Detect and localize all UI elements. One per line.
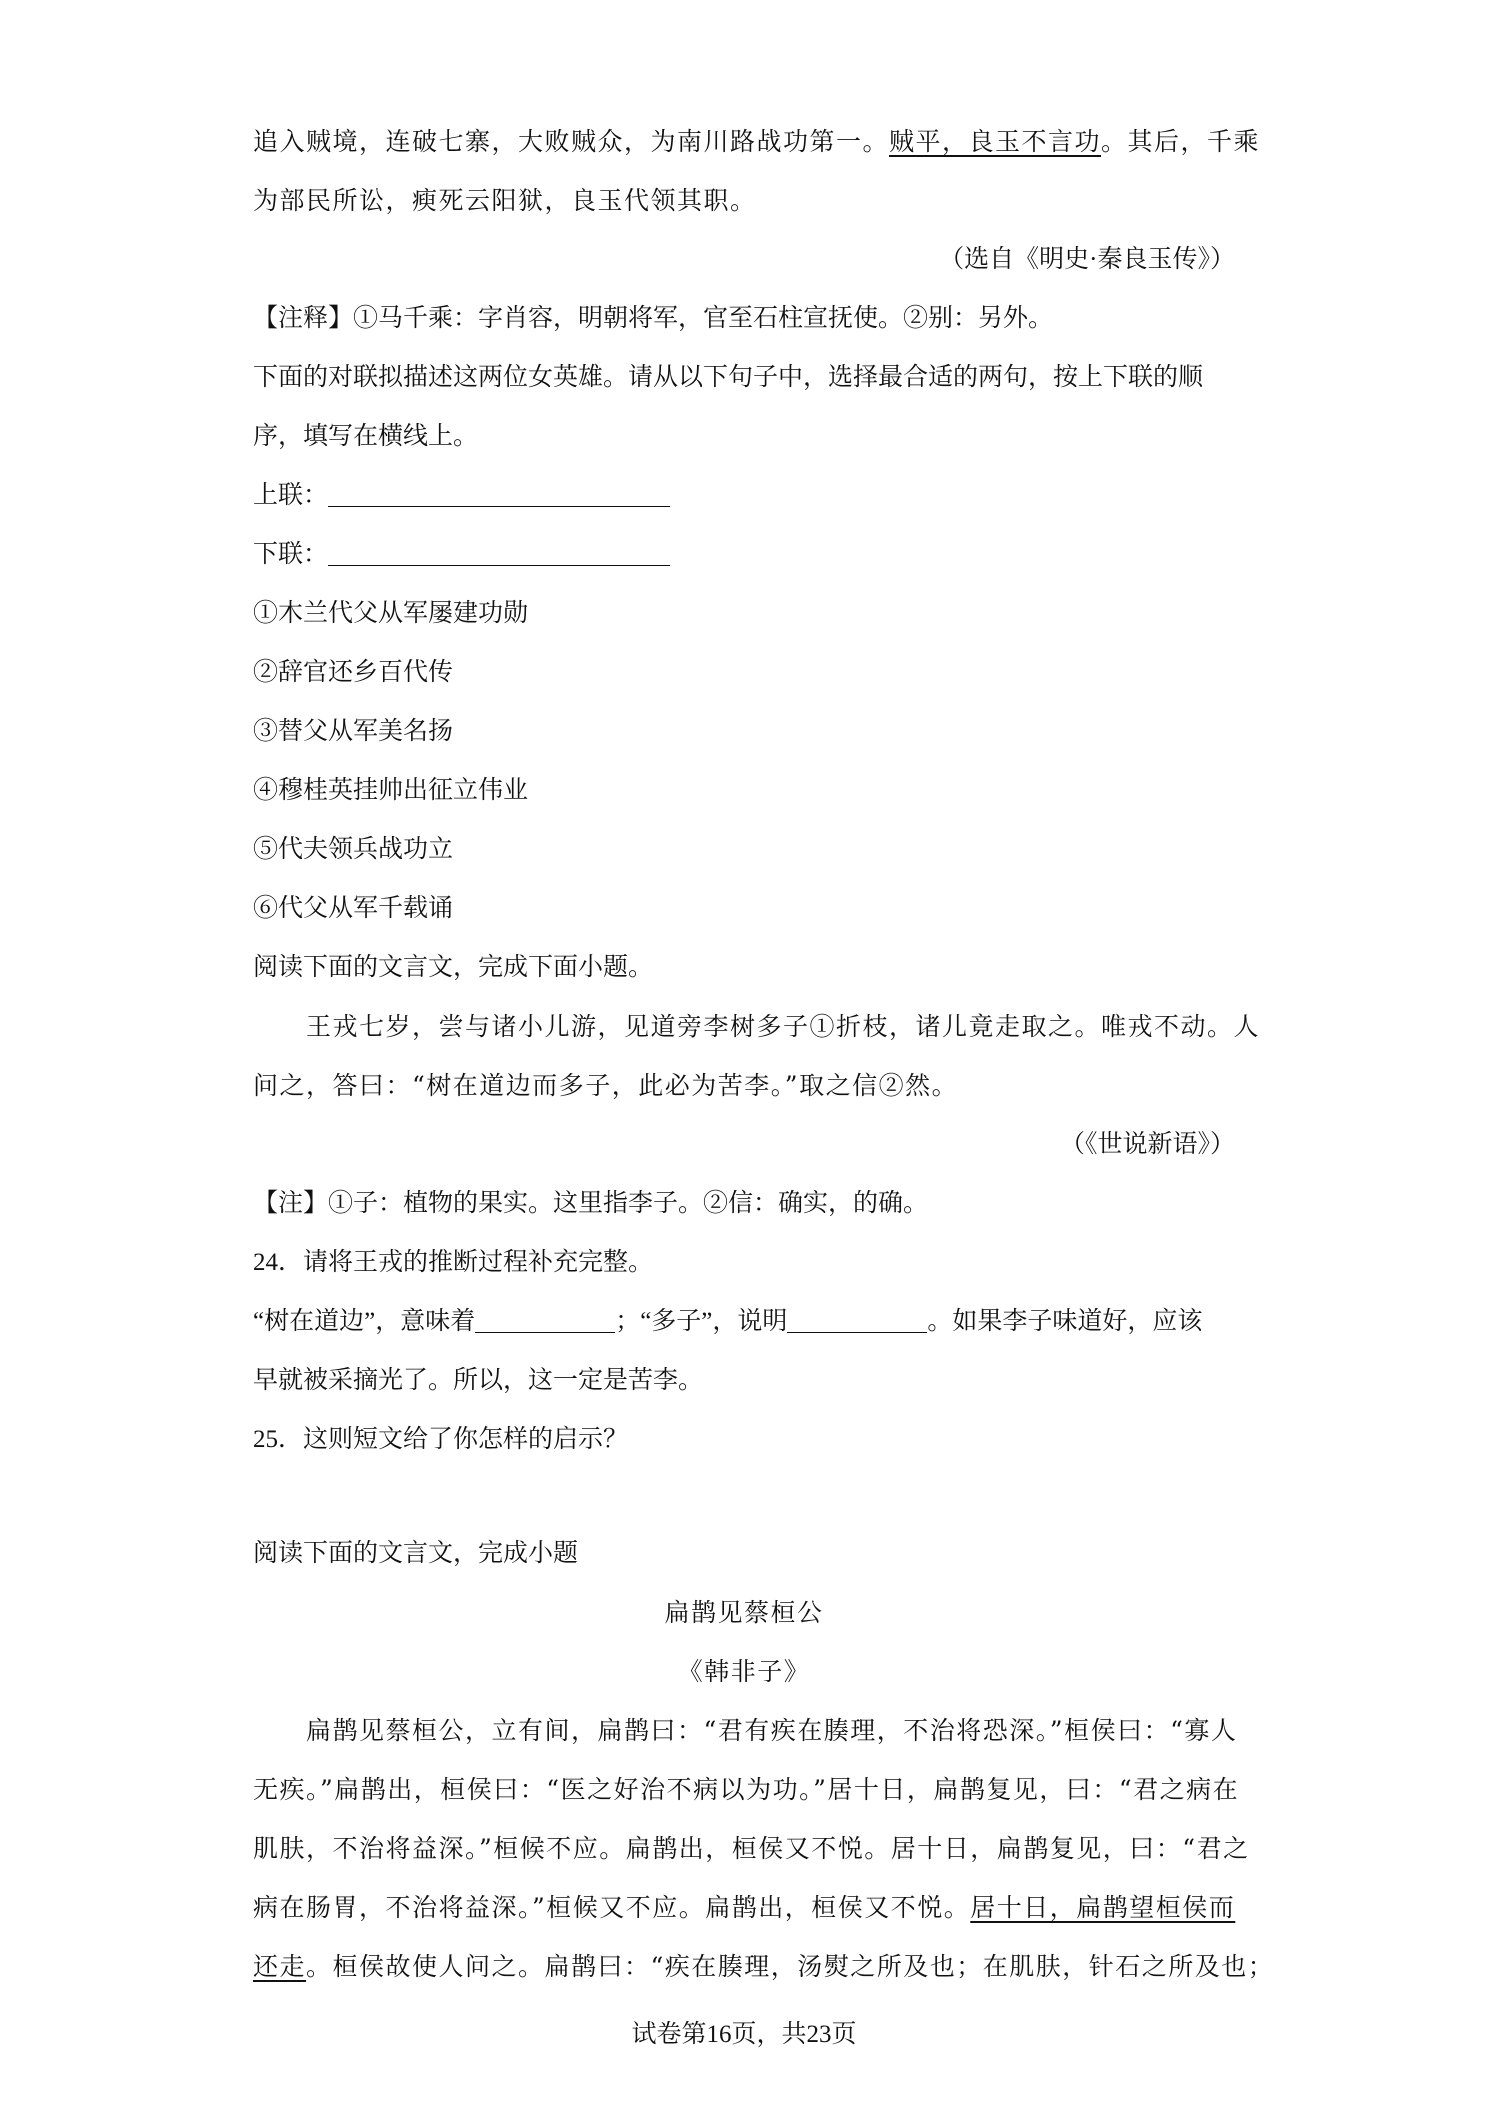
passage3-line2: 无疾。”扁鹊出，桓侯曰：“医之好治不病以为功。”居十日，扁鹊复见，曰：“君之病在 [253,1775,1240,1804]
couplet-instruction-line1: 下面的对联拟描述这两位女英雄。请从以下句子中，选择最合适的两句，按上下联的顺 [253,364,1204,391]
passage3-line3: 肌肤，不治将益深。”桓候不应。扁鹊出，桓侯又不悦。居十日，扁鹊复见，曰：“君之 [253,1834,1250,1863]
passage1-line2: 为部民所讼，瘐死云阳狱，良玉代领其职。 [253,186,757,215]
underlined-phrase: 居十日，扁鹊望桓侯而 [970,1893,1236,1922]
fill-text: 。如果李子味道好，应该 [927,1308,1203,1335]
fill-text: ；“多子”，说明 [615,1308,788,1335]
passage3-title: 扁鹊见蔡桓公 [664,1598,824,1627]
answer-blank-1[interactable] [475,1306,615,1333]
underlined-phrase: 还走 [253,1952,307,1981]
passage3-author: 《韩非子》 [677,1657,811,1686]
question-24-fill-row [253,1304,1243,1340]
page-footer: 试卷第16页，共23页 [631,2021,857,2048]
passage3-intro: 阅读下面的文言文，完成小题 [253,1540,579,1567]
lower-couplet-label: 下联： [253,541,329,568]
passage3-line1: 扁鹊见蔡桓公，立有间，扁鹊曰：“君有疾在腠理，不治将恐深。”桓侯曰：“寡人 [306,1716,1238,1745]
passage2-text-line1: 王戎七岁，尝与诸小儿游，见道旁李树多子①折枝，诸儿竟走取之。唯戎不动。人 [306,1012,1261,1041]
passage3-line4 [253,1890,1243,1926]
upper-couplet-blank[interactable] [328,480,670,507]
passage3-line5 [253,1949,1275,1985]
answer-blank-2[interactable] [787,1306,927,1333]
upper-couplet-label: 上联： [253,482,329,509]
couplet-instruction-line2: 序，填写在横线上。 [253,423,479,450]
passage2-intro: 阅读下面的文言文，完成下面小题。 [253,954,654,981]
passage1-line1-tail: 。其后，千乘 [1101,127,1261,156]
option-item: ⑤代夫领兵战功立 [253,836,454,863]
question-25: 25．这则短文给了你怎样的启示？ [253,1426,629,1453]
fill-text: “树在道边”，意味着 [253,1308,476,1335]
passage2-note: 【注】①子：植物的果实。这里指李子。②信：确实，的确。 [253,1190,929,1217]
underlined-phrase: 贼平，良玉不言功 [889,127,1102,156]
question-24: 24．请将王戎的推断过程补充完整。 [253,1249,654,1276]
option-item: ⑥代父从军千载诵 [253,895,454,922]
passage1-line1-text: 追入贼境，连破七寨，大败贼众，为南川路战功第一。 [253,127,890,156]
passage2-source: （《世说新语》） [1059,1131,1235,1158]
option-item: ③替父从军美名扬 [253,718,454,745]
upper-couplet-row [253,478,1243,514]
option-item: ④穆桂英挂帅出征立伟业 [253,777,529,804]
passage1-note: 【注释】①马千乘：字肖容，明朝将军，官至石柱宣抚使。②别：另外。 [253,305,1054,332]
option-item: ①木兰代父从军屡建功勋 [253,600,529,627]
passage1-line1 [253,124,1261,160]
lower-couplet-row [253,537,1243,573]
option-item: ②辞官还乡百代传 [253,659,454,686]
passage2-text-line2: 问之，答曰：“树在道边而多子，此必为苦李。”取之信②然。 [253,1071,959,1100]
passage3-line4-text: 病在肠胃，不治将益深。”桓候又不应。扁鹊出，桓侯又不悦。 [253,1893,971,1922]
passage3-line5-text: 。桓侯故使人问之。扁鹊曰：“疾在腠理，汤熨之所及也；在肌肤，针石之所及也； [306,1952,1275,1981]
lower-couplet-blank[interactable] [328,539,670,566]
passage1-source: （选自《明史·秦良玉传》） [939,246,1235,273]
question-24-line2: 早就被采摘光了。所以，这一定是苦李。 [253,1367,704,1394]
